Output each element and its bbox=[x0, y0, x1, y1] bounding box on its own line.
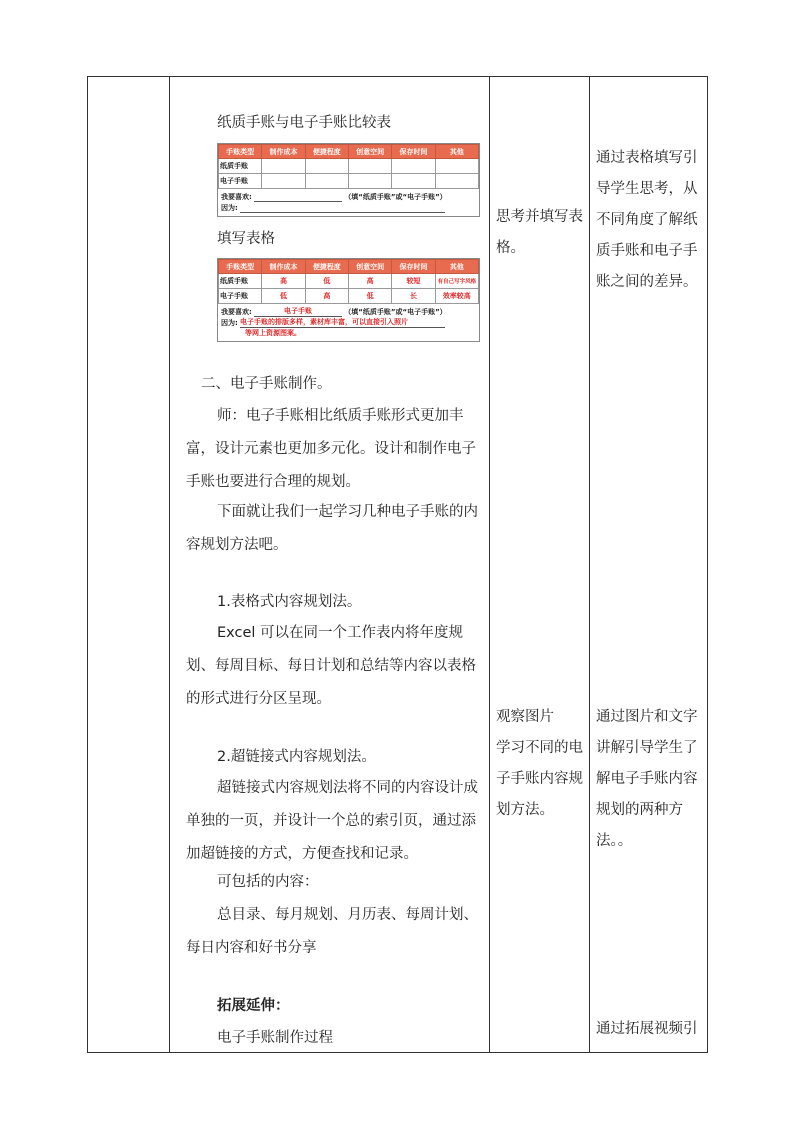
table-row bbox=[219, 289, 479, 304]
reason-label: 因为: bbox=[221, 204, 238, 212]
reason-label: 因为: bbox=[221, 319, 238, 327]
table-cell: 效率较高 bbox=[435, 289, 478, 304]
method1-paragraph: Excel 可以在同一个工作表内将年度规划、每周目标、每日计划和总结等内容以表格的形式进行分区呈现。 bbox=[186, 625, 476, 707]
method2-paragraph: 超链接式内容规划法将不同的内容设计成单独的一页，并设计一个总的索引页，通过添加超链接的方式，方便查找和记录。 bbox=[186, 780, 478, 862]
table-cell: 低 bbox=[305, 274, 348, 289]
table-cell: 高 bbox=[305, 289, 348, 304]
comparison-table-title: 纸质手账与电子手账比较表 bbox=[217, 115, 391, 131]
header-cell: 创意空间 bbox=[348, 145, 391, 159]
include-list: 总目录、每月规划、月历表、每周计划、每日内容和好书分享 bbox=[186, 907, 478, 956]
column-divider-1 bbox=[169, 76, 170, 1053]
table-row bbox=[219, 274, 479, 289]
extension-item: 电子手账制作过程 bbox=[217, 1030, 333, 1046]
student-activity-2-line1: 观察图片 bbox=[496, 709, 554, 725]
table-cell: 长 bbox=[392, 289, 435, 304]
purpose-2: 通过图片和文字讲解引导学生了解电子手账内容规划的两种方法。。 bbox=[596, 709, 698, 849]
method2-title: 2.超链接式内容规划法。 bbox=[217, 749, 376, 765]
row-label: 电子手账 bbox=[219, 174, 262, 189]
prefer-label: 我要喜欢: bbox=[221, 193, 252, 201]
header-cell: 便捷程度 bbox=[305, 260, 348, 274]
purpose-1: 通过表格填写引导学生思考，从不同角度了解纸质手账和电子手账之间的差异。 bbox=[596, 150, 698, 290]
comparison-table-blank bbox=[217, 143, 480, 217]
extension-title: 拓展延伸： bbox=[217, 998, 290, 1014]
intro-paragraph: 下面就让我们一起学习几种电子手账的内容规划方法吧。 bbox=[186, 504, 478, 553]
table-row bbox=[219, 174, 479, 189]
teacher-paragraph: 师：电子手账相比纸质手账形式更加丰富，设计元素也更加多元化。设计和制作电子手账也要进行合理的规划。 bbox=[186, 408, 476, 490]
table-cell: 低 bbox=[348, 289, 391, 304]
header-cell: 保存时间 bbox=[392, 145, 435, 159]
section-heading: 二、电子手账制作。 bbox=[201, 376, 332, 392]
header-cell: 创意空间 bbox=[348, 260, 391, 274]
table-row bbox=[219, 159, 479, 174]
header-cell: 其他 bbox=[435, 145, 478, 159]
student-activity-1: 思考并填写表格。 bbox=[496, 209, 583, 256]
prefer-answer: 电子手账 bbox=[254, 306, 342, 317]
table-cell: 低 bbox=[262, 289, 305, 304]
reason-answer-line1: 电子手账的排版多样，素材库丰富，可以直接引入照片 bbox=[240, 317, 445, 328]
method1-title: 1.表格式内容规划法。 bbox=[217, 594, 362, 610]
header-cell: 制作成本 bbox=[262, 145, 305, 159]
reason-answer-line2: 等网上资源图案。 bbox=[245, 329, 301, 337]
prefer-hint: （填“纸质手账”或“电子手账”） bbox=[344, 193, 447, 201]
include-label: 可包括的内容： bbox=[217, 874, 319, 890]
table-cell: 高 bbox=[348, 274, 391, 289]
filled-note bbox=[218, 304, 479, 341]
filled-table-title: 填写表格 bbox=[217, 231, 275, 247]
prefer-hint: （填“纸质手账”或“电子手账”） bbox=[344, 308, 447, 316]
table-cell: 有自己写字风格 bbox=[435, 274, 478, 289]
header-cell: 便捷程度 bbox=[305, 145, 348, 159]
column-divider-2 bbox=[489, 76, 490, 1053]
row-label: 纸质手账 bbox=[219, 274, 262, 289]
comparison-table-filled bbox=[217, 258, 480, 342]
row-label: 电子手账 bbox=[219, 289, 262, 304]
header-cell: 其他 bbox=[435, 260, 478, 274]
table-cell: 高 bbox=[262, 274, 305, 289]
header-cell: 保存时间 bbox=[392, 260, 435, 274]
row-label: 纸质手账 bbox=[219, 159, 262, 174]
header-cell: 手账类型 bbox=[219, 145, 262, 159]
purpose-3: 通过拓展视频引 bbox=[596, 1021, 698, 1037]
header-cell: 制作成本 bbox=[262, 260, 305, 274]
table-cell: 较短 bbox=[392, 274, 435, 289]
column-divider-3 bbox=[589, 76, 590, 1053]
student-activity-2-line2: 学习不同的电子手账内容规划方法。 bbox=[496, 740, 583, 818]
prefer-label: 我要喜欢: bbox=[221, 308, 252, 316]
header-cell: 手账类型 bbox=[219, 260, 262, 274]
comparison-note bbox=[218, 189, 479, 216]
